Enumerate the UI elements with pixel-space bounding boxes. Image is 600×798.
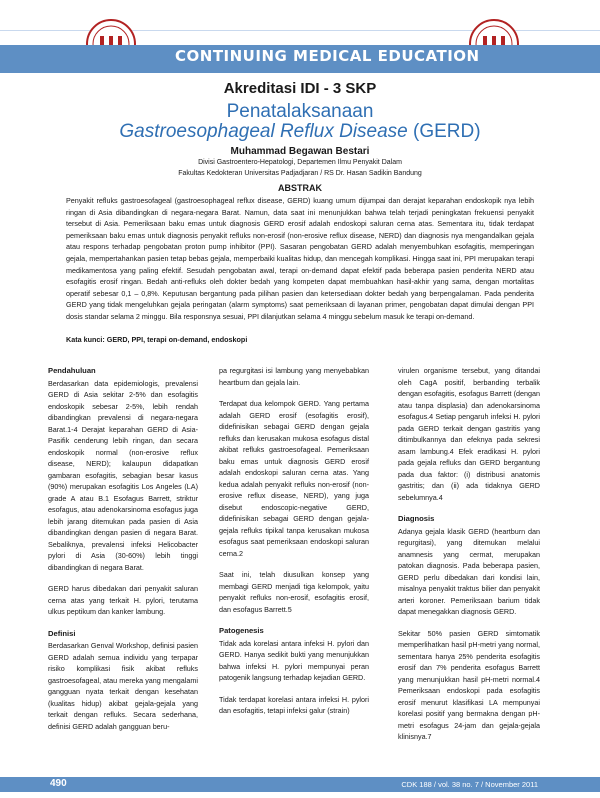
paragraph: Saat ini, telah diusulkan konsep yang membagi GERD menjadi tiga kelompok, yaitu penyakit refluks non-erosif, esofagitis erosif, dan esofagus Barrett.5 [219,570,369,614]
page-number: 490 [50,778,67,789]
paragraph: Tidak terdapat korelasi antara infeksi H. pylori dan esofagitis, tetapi infeksi galur (strain) [219,694,369,715]
paragraph: Terdapat dua kelompok GERD. Yang pertama adalah GERD erosif (esofagitis erosif), didefinisikan sebagai GERD dengan gejala refluks dan kerusakan mukosa esofagus distal akibat refluks gastroesofageal. Pemeriksaan baku emas untuk diagnosis GERD erosif adalah endoskopi saluran cerna atas. Yang kedua adalah penyakit refluks non-erosif (non-erosive reflux disease, NERD), yang juga disebut endoscopic-negative GERD, didefinisikan sebagai GERD dengan gejala-gejala refluks tipikal tanpa kerusakan mukosa esofagus saat pemeriksaan endoskopi saluran cerna.2 [219,399,369,558]
article-title-suffix: (GERD) [407,121,481,142]
affiliation-line2: Fakultas Kedokteran Universitas Padjadjaran / RS Dr. Hasan Sadikin Bandung [178,170,422,177]
heading-definisi: Definisi [48,628,76,638]
paragraph: Sekitar 50% pasien GERD simtomatik memperlihatkan hasil pH-metri yang normal, sementara hanya 25% penderita esofagitis erosif dan 7% penderita esofagus Barrett yang menunjukkan hasil pH-metri normal.4 Pemeriksaan endoskopi pada esofagitis erosif menurut klasifikasi LA mempunyai korelasi positif yang bermakna dengan pH-metri esofagus 24-jam dan gejala-gejala klinisnya.7 [398,628,540,741]
paragraph: pa regurgitasi isi lambung yang menyebabkan heartburn dan gejala lain. [219,366,369,387]
paragraph: GERD harus dibedakan dari penyakit saluran cerna atas yang terkait H. pylori, terutama ulkus peptikum dan kanker lambung. [48,584,198,616]
keywords: Kata kunci: GERD, PPI, terapi on-demand, endoskopi [66,335,248,344]
heading-patogenesis: Patogenesis [219,626,264,635]
abstract-text: Penyakit refluks gastroesofageal (gastroesophageal reflux disease, GERD) kuang umum dijumpai dan derajat keparahan endoskopik nya lebih ringan di Asia dibandingkan di negara-negara Barat. Namun, data saat ini menunjukkan bahwa telah terjadi peningkatan frekuensi penyakit tersebut di Asia. Pemeriksaan baku emas untuk diagnosis GERD erosif adalah endoskopi saluran cerna atas. Sementara itu, tidak terdapat pemeriksaan baku emas untuk diagnosis penyakit refluks non-erosif (non-erosive reflux disease, NERD) dan diagnosis nya mengandalkan gejala atau respons terhadap pengobatan proton pump inhibitor (PPI). Sasaran pengobatan GERD adalah menyembuhkan esofagitis, memperingan gejala, mempertahankan pasien tetap bebas gejala, memperbaiki kualitas hidup, dan mencegah komplikasi. Hingga saat ini, PPI merupakan terapi medikamentosa yang paling efektif. Sesudah pengobatan awal, terapi on-demand dapat efektif pada beberapa pasien penderita NERD atau esofagitis erosif ringan. Bedah anti-refluks oleh dokter bedah yang kompeten dapat membuahkan hasil-akhir yang sama, dengan mortalitas operatif sebesar 0,1 – 0,8%. Keputusan bergantung pada pilihan pasien dan ketersediaan dokter bedah yang berpengalaman. Pada penderita GERD yang tidak mengeluhkan gejala peringatan (alarm symptoms) saat pemeriksaan di layanan primer, pengobatan dapat dimulai dengan PPI dosis standar selama 2 minggu. Bila responsnya sesuai, PPI dilanjutkan selama 4 minggu sebelum masuk ke terapi on-demand. [66,196,534,321]
heading-pendahuluan: Pendahuluan [48,366,96,375]
paragraph: Berdasarkan Genval Workshop, definisi pasien GERD adalah semua individu yang terpapar risiko komplikasi fisik akibat refluks gastroesofageal, atau mereka yang mengalami gangguan nyata terkait dengan kesehatan (kualitas hidup) akibat gejala-gejala yang terkait dengan refluks. Secara sederhana, definisi GERD adalah gangguan beru- [48,641,198,731]
heading-diagnosis: Diagnosis [398,514,435,523]
abstract-heading: ABSTRAK [278,183,322,193]
author-name: Muhammad Begawan Bestari [230,146,370,157]
article-title-line2 [0,121,600,143]
affiliation-line1: Divisi Gastroentero-Hepatologi, Departemen Ilmu Penyakit Dalam [198,159,402,166]
column-2 [219,365,369,727]
column-3 [398,365,540,753]
section-title: CONTINUING MEDICAL EDUCATION [175,47,480,65]
article-title-italic: Gastroesophageal Reflux Disease [119,121,408,142]
journal-citation: CDK 188 / vol. 38 no. 7 / November 2011 [401,780,538,789]
article-title-line1: Penatalaksanaan [226,101,374,122]
paragraph: Tidak ada korelasi antara infeksi H. pylori dan GERD. Hanya sedikit bukti yang menunjukkan bahwa infeksi H. pylori mempunyai peran patogenik langsung terhadap kejadian GERD. [219,638,369,682]
accreditation-label: Akreditasi IDI - 3 SKP [223,80,377,97]
paragraph: Adanya gejala klasik GERD (heartburn dan regurgitasi), yang ditemukan melalui anamnesis yang cermat, merupakan patokan diagnosis. Pada beberapa pasien, GERD perlu dibedakan dari kondisi lain, misalnya penyakit traktus bilier dan penyakit arteri koroner. Pemeriksaan barium tidak dapat menegakkan diagnosis GERD. [398,526,540,616]
paragraph: Berdasarkan data epidemiologis, prevalensi GERD di Asia sekitar 2-5% dan esofagitis endoskopik sebesar 2-5%, lebih rendah dibandingkan prevalensi di negara-negara Barat.1-4 Derajat keparahan GERD di Asia-Pasifik cenderung lebih ringan, dan secara endoskopik normal (non-erosive reflux disease, NERD); kalaupun didapatkan gambaran esofagitis, sebagian besar kasus (90%) merupakan esofagitis Los Angeles (LA) grade A atau B.1 Esofagus Barrett, striktur esofagus, atau adenokarsinoma esofagus juga lebih jarang ditemukan pada pasien di Asia dibandingkan dengan pasien di negara Barat. Sebaliknya, prevalensi infeksi Helicobacter pylori di Asia (30-60%) lebih tinggi dibandingkan di negara Barat. [48,378,198,572]
column-1 [48,365,198,742]
paragraph: virulen organisme tersebut, yang ditandai oleh CagA positif, berbanding terbalik dengan esofagitis, esofagus Barrett (dengan atau tanpa displasia) dan adenokarsinoma esofagus.4 Setiap pengaruh infeksi H. pylori pada GERD terkait dengan gastritis yang ditimbulkannya dan efeknya pada sekresi asam lambung.4 Efek eradikasi H. pylori pada gejala refluks dan GERD bergantung pada dua faktor: (i) distribusi anatomis gastritis; dan (ii) ada tidaknya GERD sebelumnya.4 [398,366,540,502]
